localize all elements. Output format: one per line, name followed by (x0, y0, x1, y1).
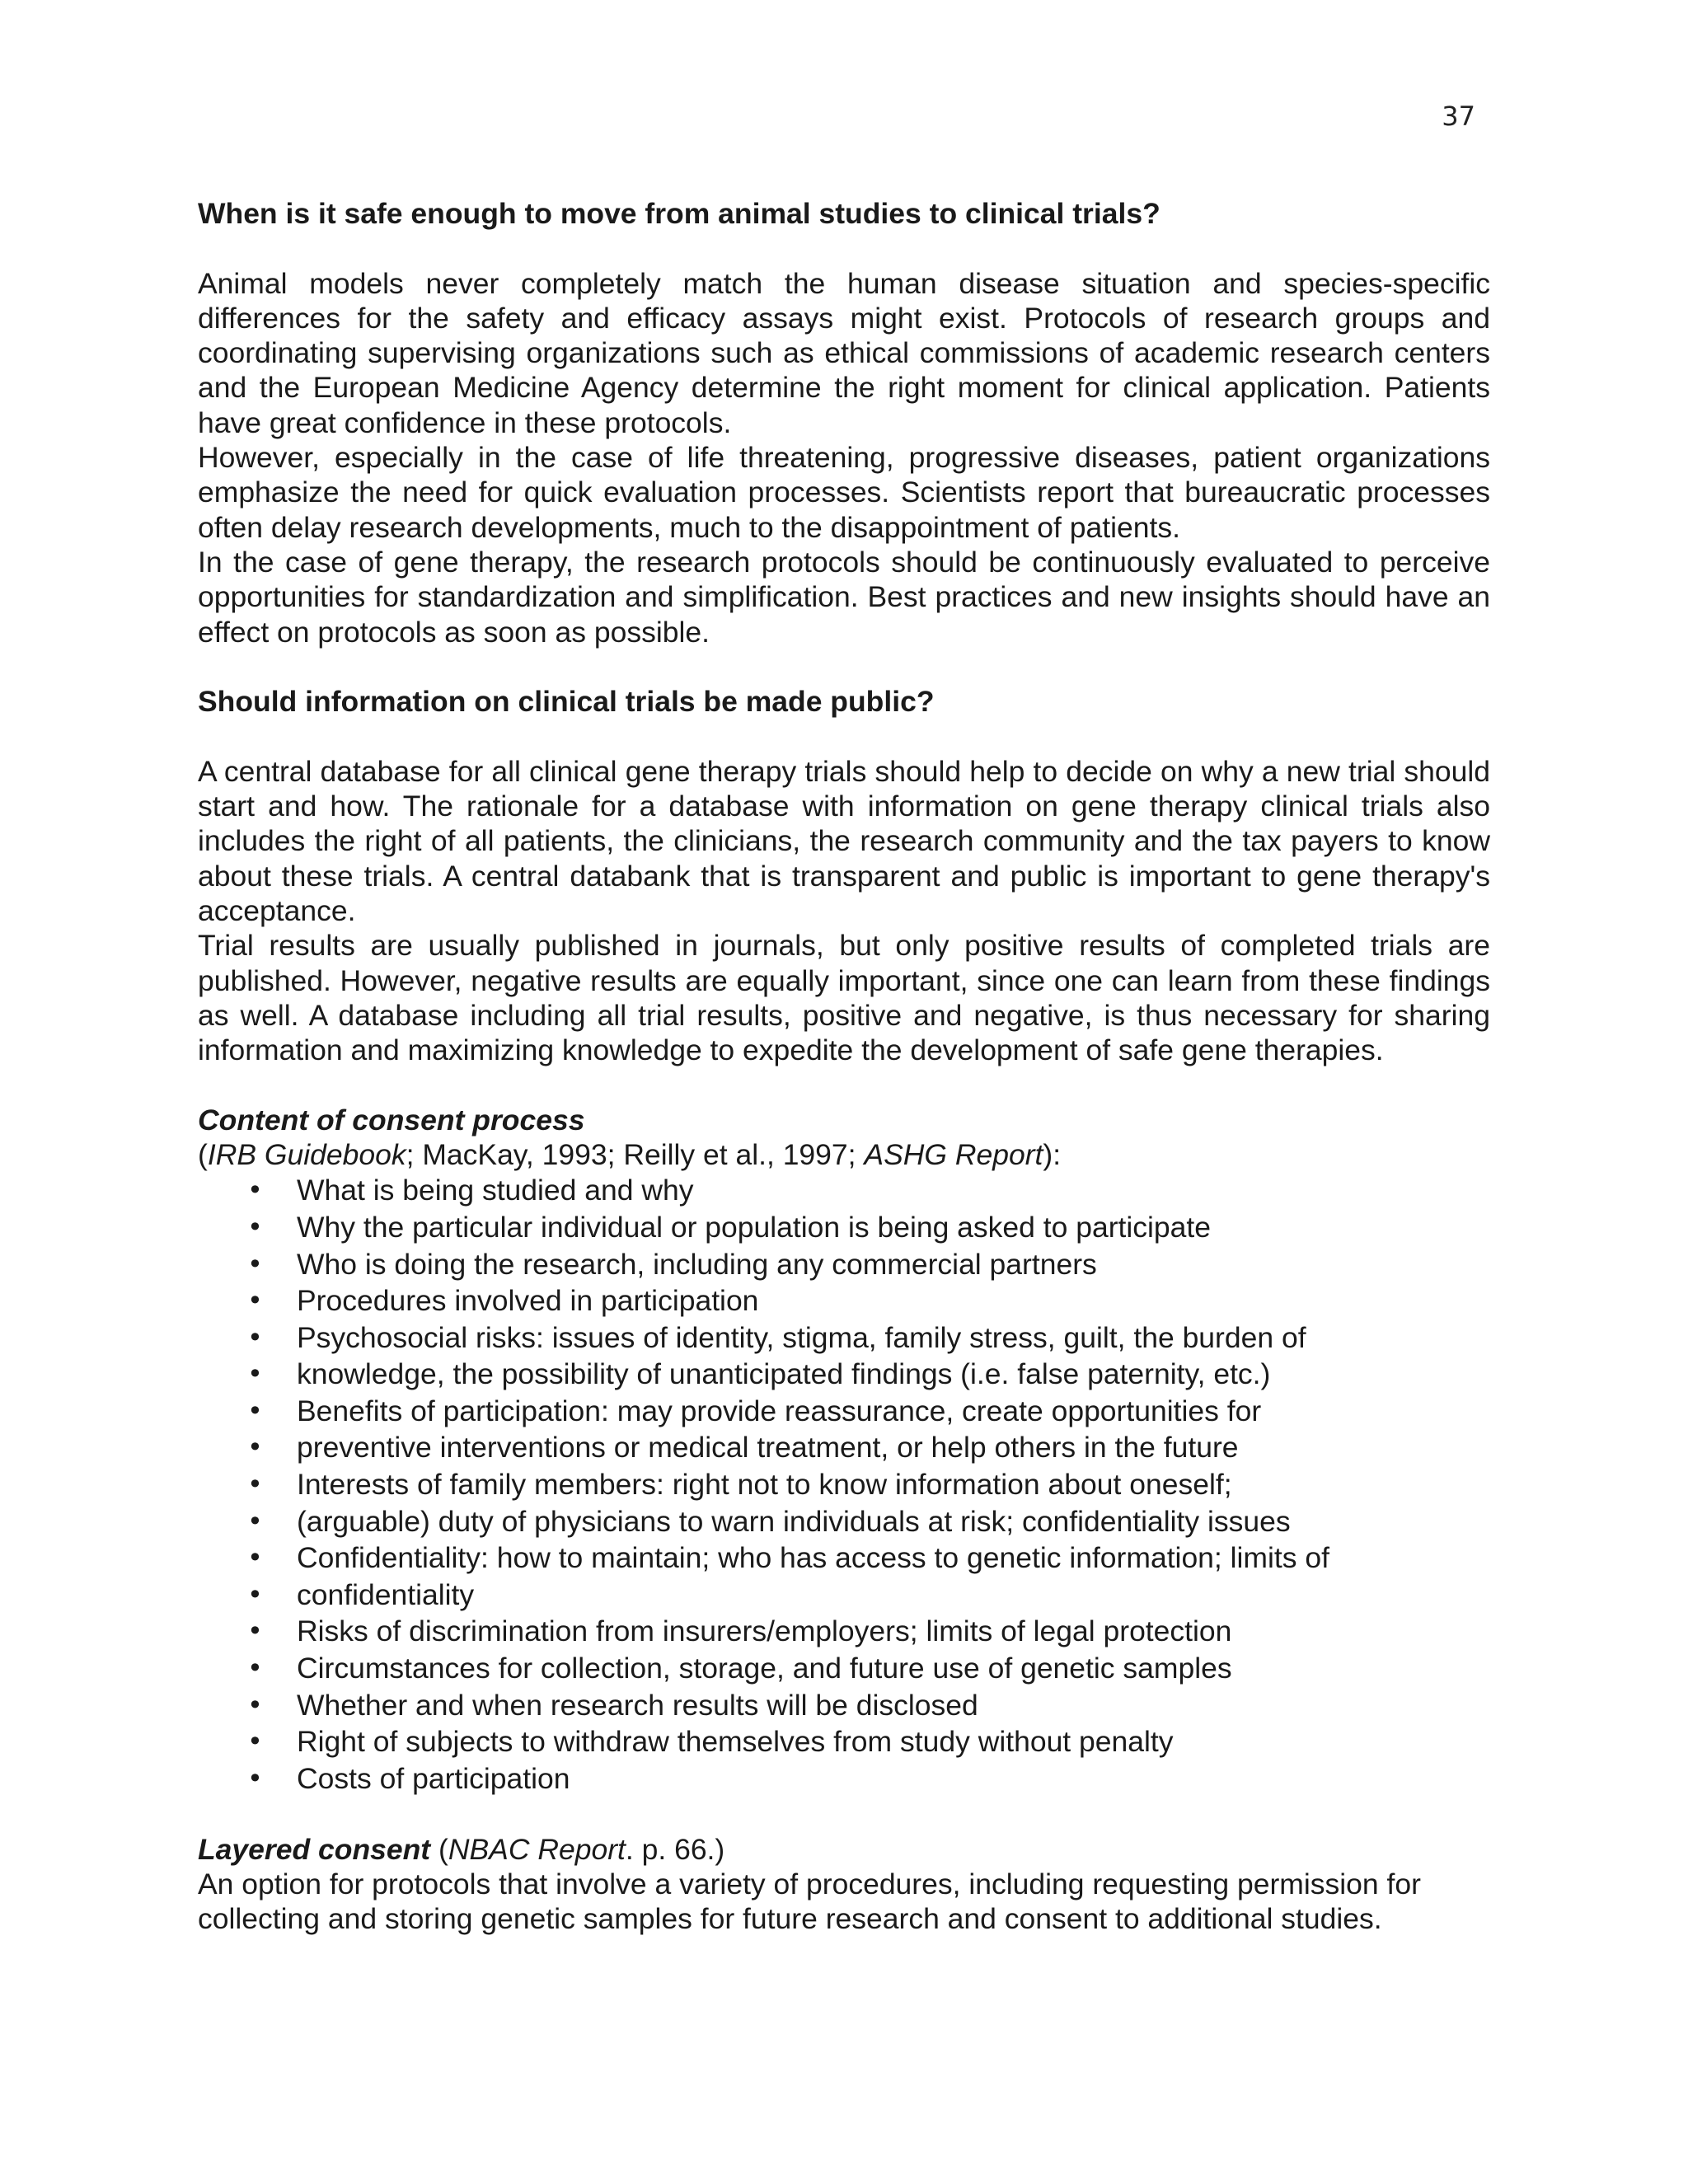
page-number: 37 (1442, 101, 1475, 132)
list-item: • Circumstances for collection, storage, and future use of genetic samples (198, 1650, 1490, 1687)
paragraph: A central database for all clinical gene therapy trials should help to decide on why a new trial should start and how. The rationale for a database with information on gene therapy clinical trials also includes the right of all patients, the clinicians, the research community and the tax payers to know about these trials. A central databank that is transparent and public is important to gene therapy's acceptance. (198, 754, 1490, 927)
spacer (198, 231, 1490, 265)
list-item: • preventive interventions or medical treatment, or help others in the future (198, 1429, 1490, 1466)
paragraph: However, especially in the case of life threatening, progressive diseases, patient organizations emphasize the need for quick evaluation processes. Scientists report that bureaucratic processes often delay research developments, much to the disappointment of patients. (198, 441, 1490, 544)
paragraph: Animal models never completely match the human disease situation and species-specific differences for the safety and efficacy assays might exist. Protocols of research groups and coordinating supervising organizations such as ethical commissions of academic research centers and the European Medicine Agency determine the right moment for clinical application. Patients have great confidence in these protocols. (198, 266, 1490, 439)
section-heading-consent-content: Content of consent process (198, 1103, 585, 1137)
list-item: • Right of subjects to withdraw themselves from study without penalty (198, 1723, 1490, 1760)
section-heading-clinical-trials-public: Should information on clinical trials be made public? (198, 685, 935, 719)
section-heading-layered-consent: Layered consent (198, 1832, 431, 1866)
list-item: • (arguable) duty of physicians to warn individuals at risk; confidentiality issues (198, 1503, 1490, 1540)
ref-open: ( (430, 1832, 448, 1866)
list-item: • Why the particular individual or population is being asked to participate (198, 1209, 1490, 1246)
list-item: • Who is doing the research, including any commercial partners (198, 1246, 1490, 1283)
list-item: • Risks of discrimination from insurers/employers; limits of legal protection (198, 1613, 1490, 1650)
list-item: • Confidentiality: how to maintain; who has access to genetic information; limits of (198, 1540, 1490, 1577)
list-item: • Benefits of participation: may provide reassurance, create opportunities for (198, 1393, 1490, 1430)
citation-source-ashg: ASHG Report (864, 1138, 1043, 1172)
citation-line (198, 1137, 1490, 1172)
list-item: • knowledge, the possibility of unanticipated findings (i.e. false paternity, etc.) (198, 1356, 1490, 1393)
document-body (198, 196, 1490, 1937)
layered-consent-heading-line (198, 1832, 1490, 1867)
spacer (198, 649, 1490, 684)
list-item: • Interests of family members: right not to know information about oneself; (198, 1466, 1490, 1503)
paragraph: Trial results are usually published in journals, but only positive results of completed trials are published. However, negative results are equally important, since one can learn from these findings as well. A database including all trial results, positive and negative, is thus necessary for sharing information and maximizing knowledge to expedite the development of safe gene therapies. (198, 929, 1490, 1067)
citation-middle: ; MacKay, 1993; Reilly et al., 1997; (406, 1138, 865, 1172)
list-item: • Whether and when research results will be disclosed (198, 1687, 1490, 1724)
citation-close: ): (1043, 1138, 1062, 1172)
citation-source-irb: IRB Guidebook (207, 1138, 406, 1172)
citation-open: ( (198, 1138, 208, 1172)
consent-bullet-list (198, 1172, 1490, 1797)
list-item: • Costs of participation (198, 1760, 1490, 1797)
paragraph: An option for protocols that involve a variety of procedures, including requesting permission for collecting and storing genetic samples for future research and consent to additional studies. (198, 1868, 1421, 1936)
list-item: • Psychosocial risks: issues of identity, stigma, family stress, guilt, the burden of (198, 1319, 1490, 1357)
list-item: • Procedures involved in participation (198, 1282, 1490, 1319)
ref-source-nbac: NBAC Report (448, 1832, 626, 1866)
spacer (198, 1797, 1490, 1831)
spacer (198, 1067, 1490, 1102)
paragraph: In the case of gene therapy, the research protocols should be continuously evaluated to perceive opportunities for standardization and simplification. Best practices and new insights should have an effect on protocols as soon as possible. (198, 545, 1490, 649)
list-item: • confidentiality (198, 1577, 1490, 1614)
ref-rest: . p. 66.) (625, 1832, 725, 1866)
spacer (198, 719, 1490, 753)
section-heading-animal-studies: When is it safe enough to move from animal studies to clinical trials? (198, 197, 1160, 230)
list-item: • What is being studied and why (198, 1172, 1490, 1209)
